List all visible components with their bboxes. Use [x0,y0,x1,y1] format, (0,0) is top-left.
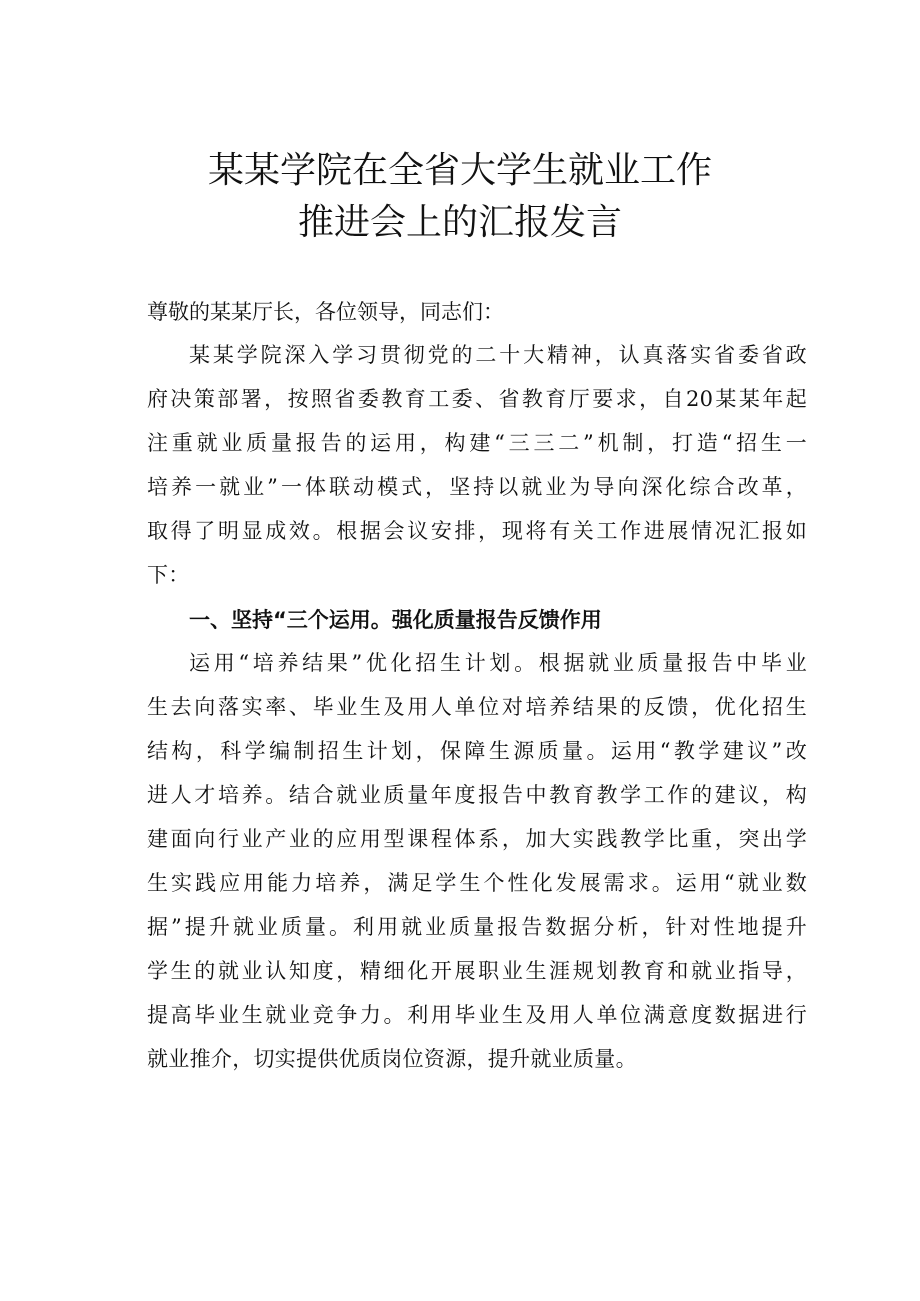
paragraph-line: 注重就业质量报告的运用，构建“三三二”机制，打造“招生一 [147,431,807,455]
paragraph-line: 建面向行业产业的应用型课程体系，加大实践教学比重，突出学 [147,827,807,851]
paragraph-line: 生去向落实率、毕业生及用人单位对培养结果的反馈，优化招生 [147,695,807,719]
document-title-line-2: 推进会上的汇报发言 [297,202,622,243]
paragraph-section-1 [147,641,807,1081]
paragraph-line: 府决策部署，按照省委教育工委、省教育厅要求，自20某某年起 [147,387,807,411]
paragraph-line: 运用“培养结果”优化招生计划。根据就业质量报告中毕业 [189,651,807,675]
paragraph-line: 结构，科学编制招生计划，保障生源质量。运用“教学建议”改 [147,739,807,763]
paragraph-line: 就业推介，切实提供优质岗位资源，提升就业质量。 [147,1047,637,1071]
paragraph-line: 提高毕业生就业竞争力。利用毕业生及用人单位满意度数据进行 [147,1003,807,1027]
paragraph-line: 学生的就业认知度，精细化开展职业生涯规划教育和就业指导， [147,959,807,983]
document-title-line-1: 某某学院在全省大学生就业工作 [207,150,712,191]
paragraph-intro [147,333,807,597]
salutation: 尊敬的某某厅长，各位领导，同志们： [147,300,504,324]
paragraph-line: 培养一就业”一体联动模式，坚持以就业为导向深化综合改革， [147,475,807,499]
paragraph-line: 生实践应用能力培养，满足学生个性化发展需求。运用“就业数 [147,871,807,895]
paragraph-line: 据”提升就业质量。利用就业质量报告数据分析，针对性地提升 [147,915,807,939]
paragraph-line: 某某学院深入学习贯彻党的二十大精神，认真落实省委省政 [189,343,807,367]
paragraph-line: 下： [147,563,190,587]
section-heading-1: 一、坚持“三个运用。强化质量报告反馈作用 [189,608,602,632]
paragraph-line: 进人才培养。结合就业质量年度报告中教育教学工作的建议，构 [147,783,807,807]
paragraph-line: 取得了明显成效。根据会议安排，现将有关工作进展情况汇报如 [147,519,807,543]
